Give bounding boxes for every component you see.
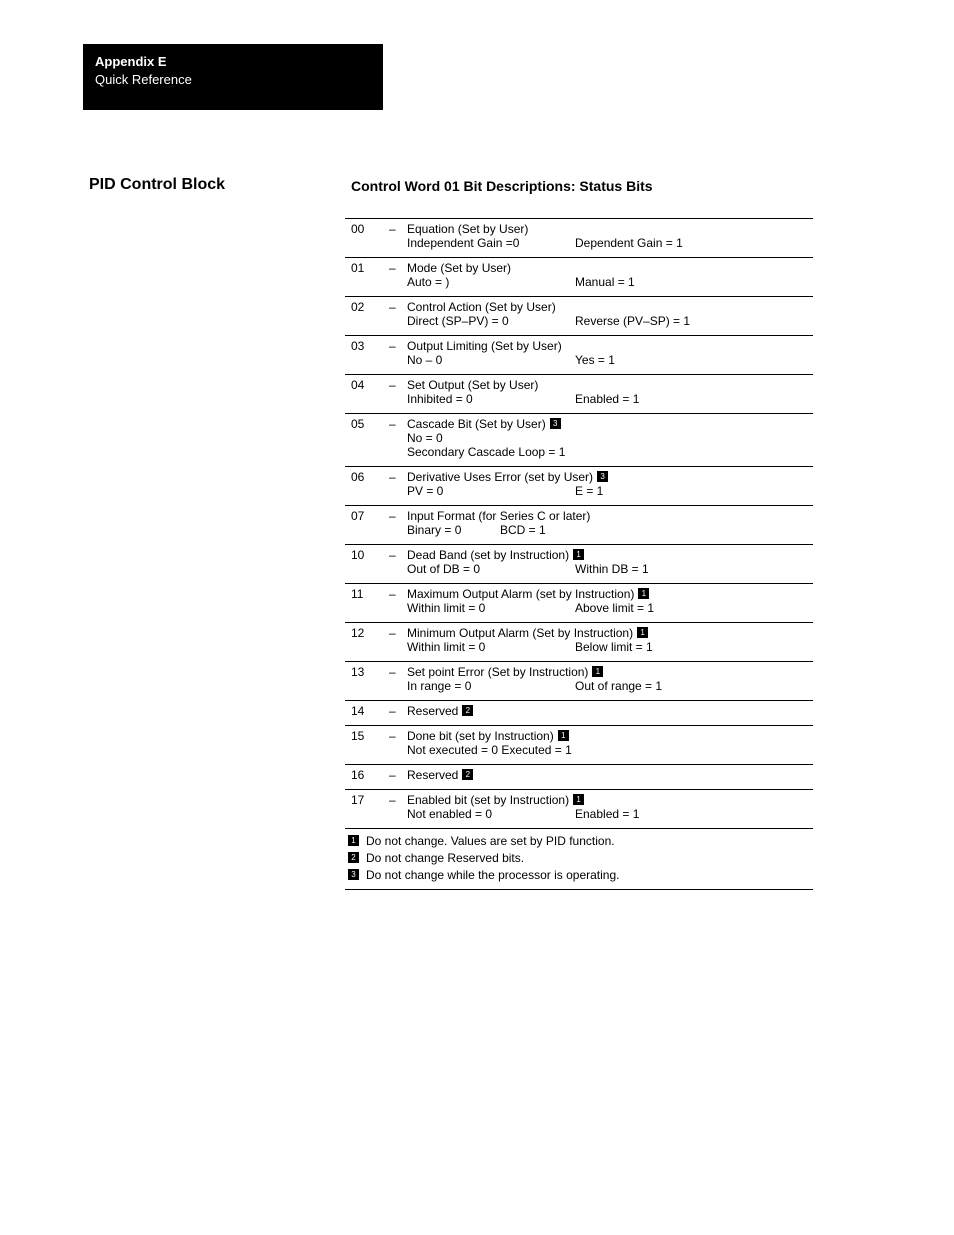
bit-description xyxy=(407,545,813,583)
value-zero: Not enabled = 0 xyxy=(407,807,493,821)
description-title: Done bit (set by Instruction) 1 xyxy=(407,729,569,743)
value-line xyxy=(407,445,813,459)
note-text: Do not change while the processor is operating. xyxy=(366,868,620,882)
bit-description xyxy=(407,506,813,544)
description-title: Set Output (Set by User) xyxy=(407,378,539,392)
value-zero: No – 0 xyxy=(407,353,443,367)
description-title: Minimum Output Alarm (Set by Instruction) 1 xyxy=(407,626,648,640)
bit-description xyxy=(407,623,813,661)
description-title-line xyxy=(407,704,813,718)
bit-description xyxy=(407,297,813,335)
value-line xyxy=(407,679,813,693)
note-badge: 1 xyxy=(573,794,584,805)
value-zero: Not executed = 0 Executed = 1 xyxy=(407,743,572,757)
table-title: Control Word 01 Bit Descriptions: Status Bits xyxy=(351,178,653,194)
bit-number: 16 xyxy=(351,768,365,782)
table-notes xyxy=(345,829,813,890)
note-badge: 3 xyxy=(348,869,359,880)
bit-number: 05 xyxy=(351,417,365,431)
description-title-line xyxy=(407,378,813,392)
bit-dash: – xyxy=(389,417,396,431)
table-row xyxy=(345,765,813,790)
bit-dash: – xyxy=(389,626,396,640)
value-line xyxy=(407,314,813,328)
note-badge: 3 xyxy=(550,418,561,429)
bit-number: 00 xyxy=(351,222,365,236)
table-row xyxy=(345,506,813,545)
bit-number: 11 xyxy=(351,587,364,601)
description-title-line xyxy=(407,470,813,484)
description-title-line xyxy=(407,793,813,807)
description-title-line xyxy=(407,665,813,679)
bit-dash: – xyxy=(389,222,396,236)
note-text: Do not change. Values are set by PID function. xyxy=(366,834,615,848)
note-line xyxy=(348,867,813,884)
value-one: Within DB = 1 xyxy=(575,562,649,576)
description-title: Reserved 2 xyxy=(407,704,473,718)
note-badge: 1 xyxy=(558,730,569,741)
description-title-line xyxy=(407,626,813,640)
table-row xyxy=(345,375,813,414)
bit-description xyxy=(407,467,813,505)
appendix-label: Appendix E xyxy=(95,54,167,69)
bit-number: 15 xyxy=(351,729,365,743)
description-title: Mode (Set by User) xyxy=(407,261,512,275)
header-subtitle: Quick Reference xyxy=(95,72,192,87)
description-title: Dead Band (set by Instruction) 1 xyxy=(407,548,584,562)
bit-number: 03 xyxy=(351,339,365,353)
value-line xyxy=(407,275,813,289)
table-row xyxy=(345,790,813,829)
note-badge: 3 xyxy=(597,471,608,482)
description-title-line xyxy=(407,339,813,353)
bit-dash: – xyxy=(389,768,396,782)
value-one: Below limit = 1 xyxy=(575,640,653,654)
bit-description xyxy=(407,414,813,466)
description-title: Reserved 2 xyxy=(407,768,473,782)
value-zero: Binary = 0 xyxy=(407,523,462,537)
table-row xyxy=(345,701,813,726)
value-line xyxy=(407,431,813,445)
note-badge: 2 xyxy=(462,769,473,780)
bit-dash: – xyxy=(389,470,396,484)
table-row xyxy=(345,336,813,375)
description-title: Derivative Uses Error (set by User) 3 xyxy=(407,470,608,484)
bit-description xyxy=(407,258,813,296)
bit-description xyxy=(407,584,813,622)
bit-dash: – xyxy=(389,729,396,743)
note-badge: 1 xyxy=(573,549,584,560)
value-line xyxy=(407,392,813,406)
value-zero: Auto = ) xyxy=(407,275,450,289)
bit-description xyxy=(407,219,813,257)
bit-description xyxy=(407,701,813,725)
bit-dash: – xyxy=(389,300,396,314)
value-one: Enabled = 1 xyxy=(575,392,640,406)
value-zero: Direct (SP–PV) = 0 xyxy=(407,314,509,328)
bit-dash: – xyxy=(389,548,396,562)
value-zero: Inhibited = 0 xyxy=(407,392,473,406)
value-one: E = 1 xyxy=(575,484,604,498)
value-zero: In range = 0 xyxy=(407,679,472,693)
note-badge: 2 xyxy=(462,705,473,716)
description-title-line xyxy=(407,222,813,236)
value-line xyxy=(407,523,813,537)
value-zero: PV = 0 xyxy=(407,484,444,498)
value-one: Manual = 1 xyxy=(575,275,635,289)
bit-number: 17 xyxy=(351,793,365,807)
bit-dash: – xyxy=(389,261,396,275)
bit-number: 12 xyxy=(351,626,365,640)
description-title: Maximum Output Alarm (set by Instruction) 1 xyxy=(407,587,649,601)
status-bits-table xyxy=(345,218,813,890)
note-badge: 2 xyxy=(348,852,359,863)
table-row xyxy=(345,662,813,701)
value-zero: No = 0 xyxy=(407,431,443,445)
description-title-line xyxy=(407,587,813,601)
note-badge: 1 xyxy=(637,627,648,638)
value-one: Above limit = 1 xyxy=(575,601,655,615)
bit-dash: – xyxy=(389,509,396,523)
bit-description xyxy=(407,790,813,828)
value-line xyxy=(407,601,813,615)
table-row xyxy=(345,219,813,258)
bit-dash: – xyxy=(389,793,396,807)
description-title: Cascade Bit (Set by User) 3 xyxy=(407,417,561,431)
bit-number: 13 xyxy=(351,665,365,679)
value-line xyxy=(407,640,813,654)
note-badge: 1 xyxy=(348,835,359,846)
description-title-line xyxy=(407,261,813,275)
value-one: BCD = 1 xyxy=(500,523,546,537)
bit-number: 10 xyxy=(351,548,365,562)
table-row xyxy=(345,258,813,297)
bit-number: 14 xyxy=(351,704,365,718)
description-title-line xyxy=(407,548,813,562)
value-zero: Within limit = 0 xyxy=(407,640,486,654)
bit-dash: – xyxy=(389,587,396,601)
description-title-line xyxy=(407,509,813,523)
bit-dash: – xyxy=(389,704,396,718)
bit-number: 01 xyxy=(351,261,365,275)
page-header-box xyxy=(83,44,383,110)
table-row xyxy=(345,545,813,584)
bit-description xyxy=(407,336,813,374)
bit-dash: – xyxy=(389,339,396,353)
value-line xyxy=(407,353,813,367)
table-row xyxy=(345,726,813,765)
note-line xyxy=(348,850,813,867)
bit-description xyxy=(407,375,813,413)
value-line xyxy=(407,807,813,821)
description-title-line xyxy=(407,768,813,782)
value-zero: Independent Gain =0 xyxy=(407,236,520,250)
bit-description xyxy=(407,726,813,764)
description-title: Input Format (for Series C or later) xyxy=(407,509,591,523)
table-row xyxy=(345,297,813,336)
value-one: Reverse (PV–SP) = 1 xyxy=(575,314,691,328)
value-one: Enabled = 1 xyxy=(575,807,640,821)
bit-dash: – xyxy=(389,378,396,392)
note-text: Do not change Reserved bits. xyxy=(366,851,525,865)
value-extra: Secondary Cascade Loop = 1 xyxy=(407,445,566,459)
bit-description xyxy=(407,765,813,789)
value-one: Dependent Gain = 1 xyxy=(575,236,683,250)
table-row xyxy=(345,467,813,506)
bit-number: 02 xyxy=(351,300,365,314)
note-line xyxy=(348,833,813,850)
table-row xyxy=(345,414,813,467)
note-badge: 1 xyxy=(638,588,649,599)
description-title-line xyxy=(407,300,813,314)
description-title-line xyxy=(407,729,813,743)
value-one: Out of range = 1 xyxy=(575,679,663,693)
bit-dash: – xyxy=(389,665,396,679)
section-title: PID Control Block xyxy=(89,176,226,193)
description-title: Control Action (Set by User) xyxy=(407,300,556,314)
value-zero: Within limit = 0 xyxy=(407,601,486,615)
value-line xyxy=(407,484,813,498)
description-title: Output Limiting (Set by User) xyxy=(407,339,562,353)
bit-number: 04 xyxy=(351,378,365,392)
bit-description xyxy=(407,662,813,700)
description-title-line xyxy=(407,417,813,431)
bit-number: 06 xyxy=(351,470,365,484)
description-title: Enabled bit (set by Instruction) 1 xyxy=(407,793,584,807)
table-row xyxy=(345,623,813,662)
value-one: Yes = 1 xyxy=(575,353,615,367)
table-row xyxy=(345,584,813,623)
value-line xyxy=(407,562,813,576)
value-line xyxy=(407,236,813,250)
bit-number: 07 xyxy=(351,509,365,523)
description-title: Set point Error (Set by Instruction) 1 xyxy=(407,665,603,679)
description-title: Equation (Set by User) xyxy=(407,222,529,236)
value-zero: Out of DB = 0 xyxy=(407,562,481,576)
note-badge: 1 xyxy=(592,666,603,677)
value-line xyxy=(407,743,813,757)
